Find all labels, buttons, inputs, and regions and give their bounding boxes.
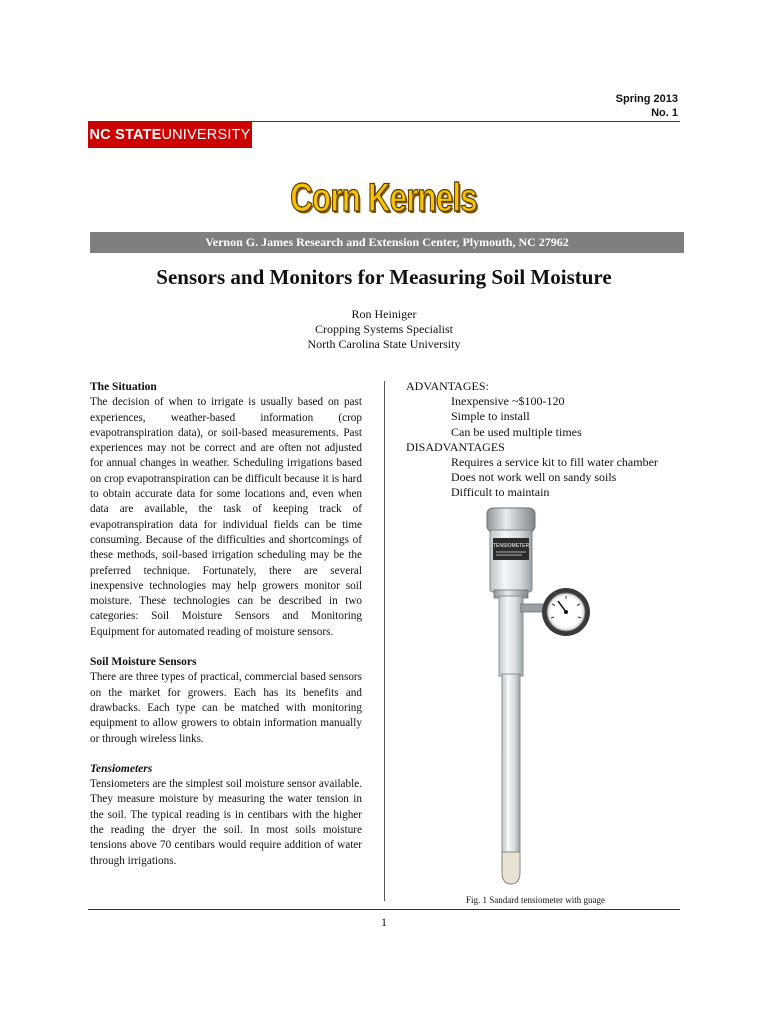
author-role: Cropping Systems Specialist <box>315 322 453 336</box>
disadvantage-item: Requires a service kit to fill water chamber <box>451 455 658 470</box>
tensiometer-image <box>470 504 610 890</box>
gauge-pivot <box>564 610 568 614</box>
ncsu-logo <box>88 122 252 148</box>
advantage-item: Simple to install <box>451 409 530 424</box>
tensiometer-label <box>493 538 529 560</box>
tensiometers-heading: Tensiometers <box>90 762 153 775</box>
author-affiliation: North Carolina State University <box>307 337 461 351</box>
research-center-bar: Vernon G. James Research and Extension Center, Plymouth, NC 27962 <box>90 232 684 253</box>
situation-heading: The Situation <box>90 381 157 393</box>
logo-bold-text: NC STATE <box>89 127 162 143</box>
advantages-label: ADVANTAGES: <box>406 379 489 393</box>
advantage-item: Can be used multiple times <box>451 424 582 439</box>
disadvantages-label: DISADVANTAGES <box>406 439 505 454</box>
situation-paragraph: The decision of when to irrigate is usually based on past experiences, weather-based information (crop evapotranspiration data), or soil-based measurements. Past experiences may not be correct and are often not adjusted for annual changes in weather. Scheduling irrigations based on crop evapotranspiration can be difficult because it is hard to obtain accurate data for some locations and, even when data are available, the task of keeping track of evapotranspiration data for individual fields can be time consuming. Because of the difficulties and shortcomings of these methods, soil-based irrigation scheduling may be the preferred technique. Fortunately, there are several inexpensive technologies may help growers monitor soil moisture. These technologies can be described in two categories: Soil Moisture Sensors and Monitoring Equipment for automated reading of moisture sensors. <box>90 396 362 638</box>
disadvantage-item: Does not work well on sandy soils <box>451 470 617 485</box>
page-number: 1 <box>381 915 387 929</box>
disadvantage-item: Difficult to maintain <box>451 485 550 500</box>
ceramic-tip <box>502 852 520 884</box>
advantage-item: Inexpensive ~$100-120 <box>451 394 565 409</box>
paragraph-gap <box>90 747 362 762</box>
sensors-heading: Soil Moisture Sensors <box>90 656 197 669</box>
logo-thin-text: UNIVERSITY <box>161 127 251 143</box>
figure-caption: Fig. 1 Sandard tensiometer with guage <box>466 895 605 905</box>
footer-rule <box>88 909 680 910</box>
right-column <box>406 379 686 501</box>
column-divider <box>384 381 385 901</box>
issue-season: Spring 2013 <box>615 93 678 105</box>
author-name: Ron Heiniger <box>351 307 417 321</box>
issue-number: No. 1 <box>651 107 678 119</box>
byline <box>0 307 768 352</box>
tensiometers-paragraph: Tensiometers are the simplest soil moisture sensor available. They measure moisture by measuring the water tension in the soil. The typical reading is in centibars with the higher the reading the dryer the soil. In most soils moisture tensions above 70 centibars would require addition of water through irrigations. <box>90 778 362 867</box>
tensiometer-label-text: TENSIOMETER <box>492 543 530 549</box>
left-column <box>90 380 362 869</box>
newsletter-title <box>0 176 768 221</box>
tensiometer-shaft <box>502 674 520 854</box>
issue-info <box>616 92 678 120</box>
article-title: Sensors and Monitors for Measuring Soil Moisture <box>156 265 612 289</box>
newsletter-title-text: Corn Kernels <box>290 176 478 220</box>
tensiometer-tube <box>499 596 523 676</box>
sensors-paragraph: There are three types of practical, commercial based sensors on the market for growers. Each has its benefits and drawbacks. Each type can be matched with monitoring equipment to allow growers to obtain information manually or through wireless links. <box>90 671 362 745</box>
tensiometer-cap <box>487 508 535 532</box>
tensiometer-figure <box>470 504 610 890</box>
paragraph-gap <box>90 640 362 655</box>
